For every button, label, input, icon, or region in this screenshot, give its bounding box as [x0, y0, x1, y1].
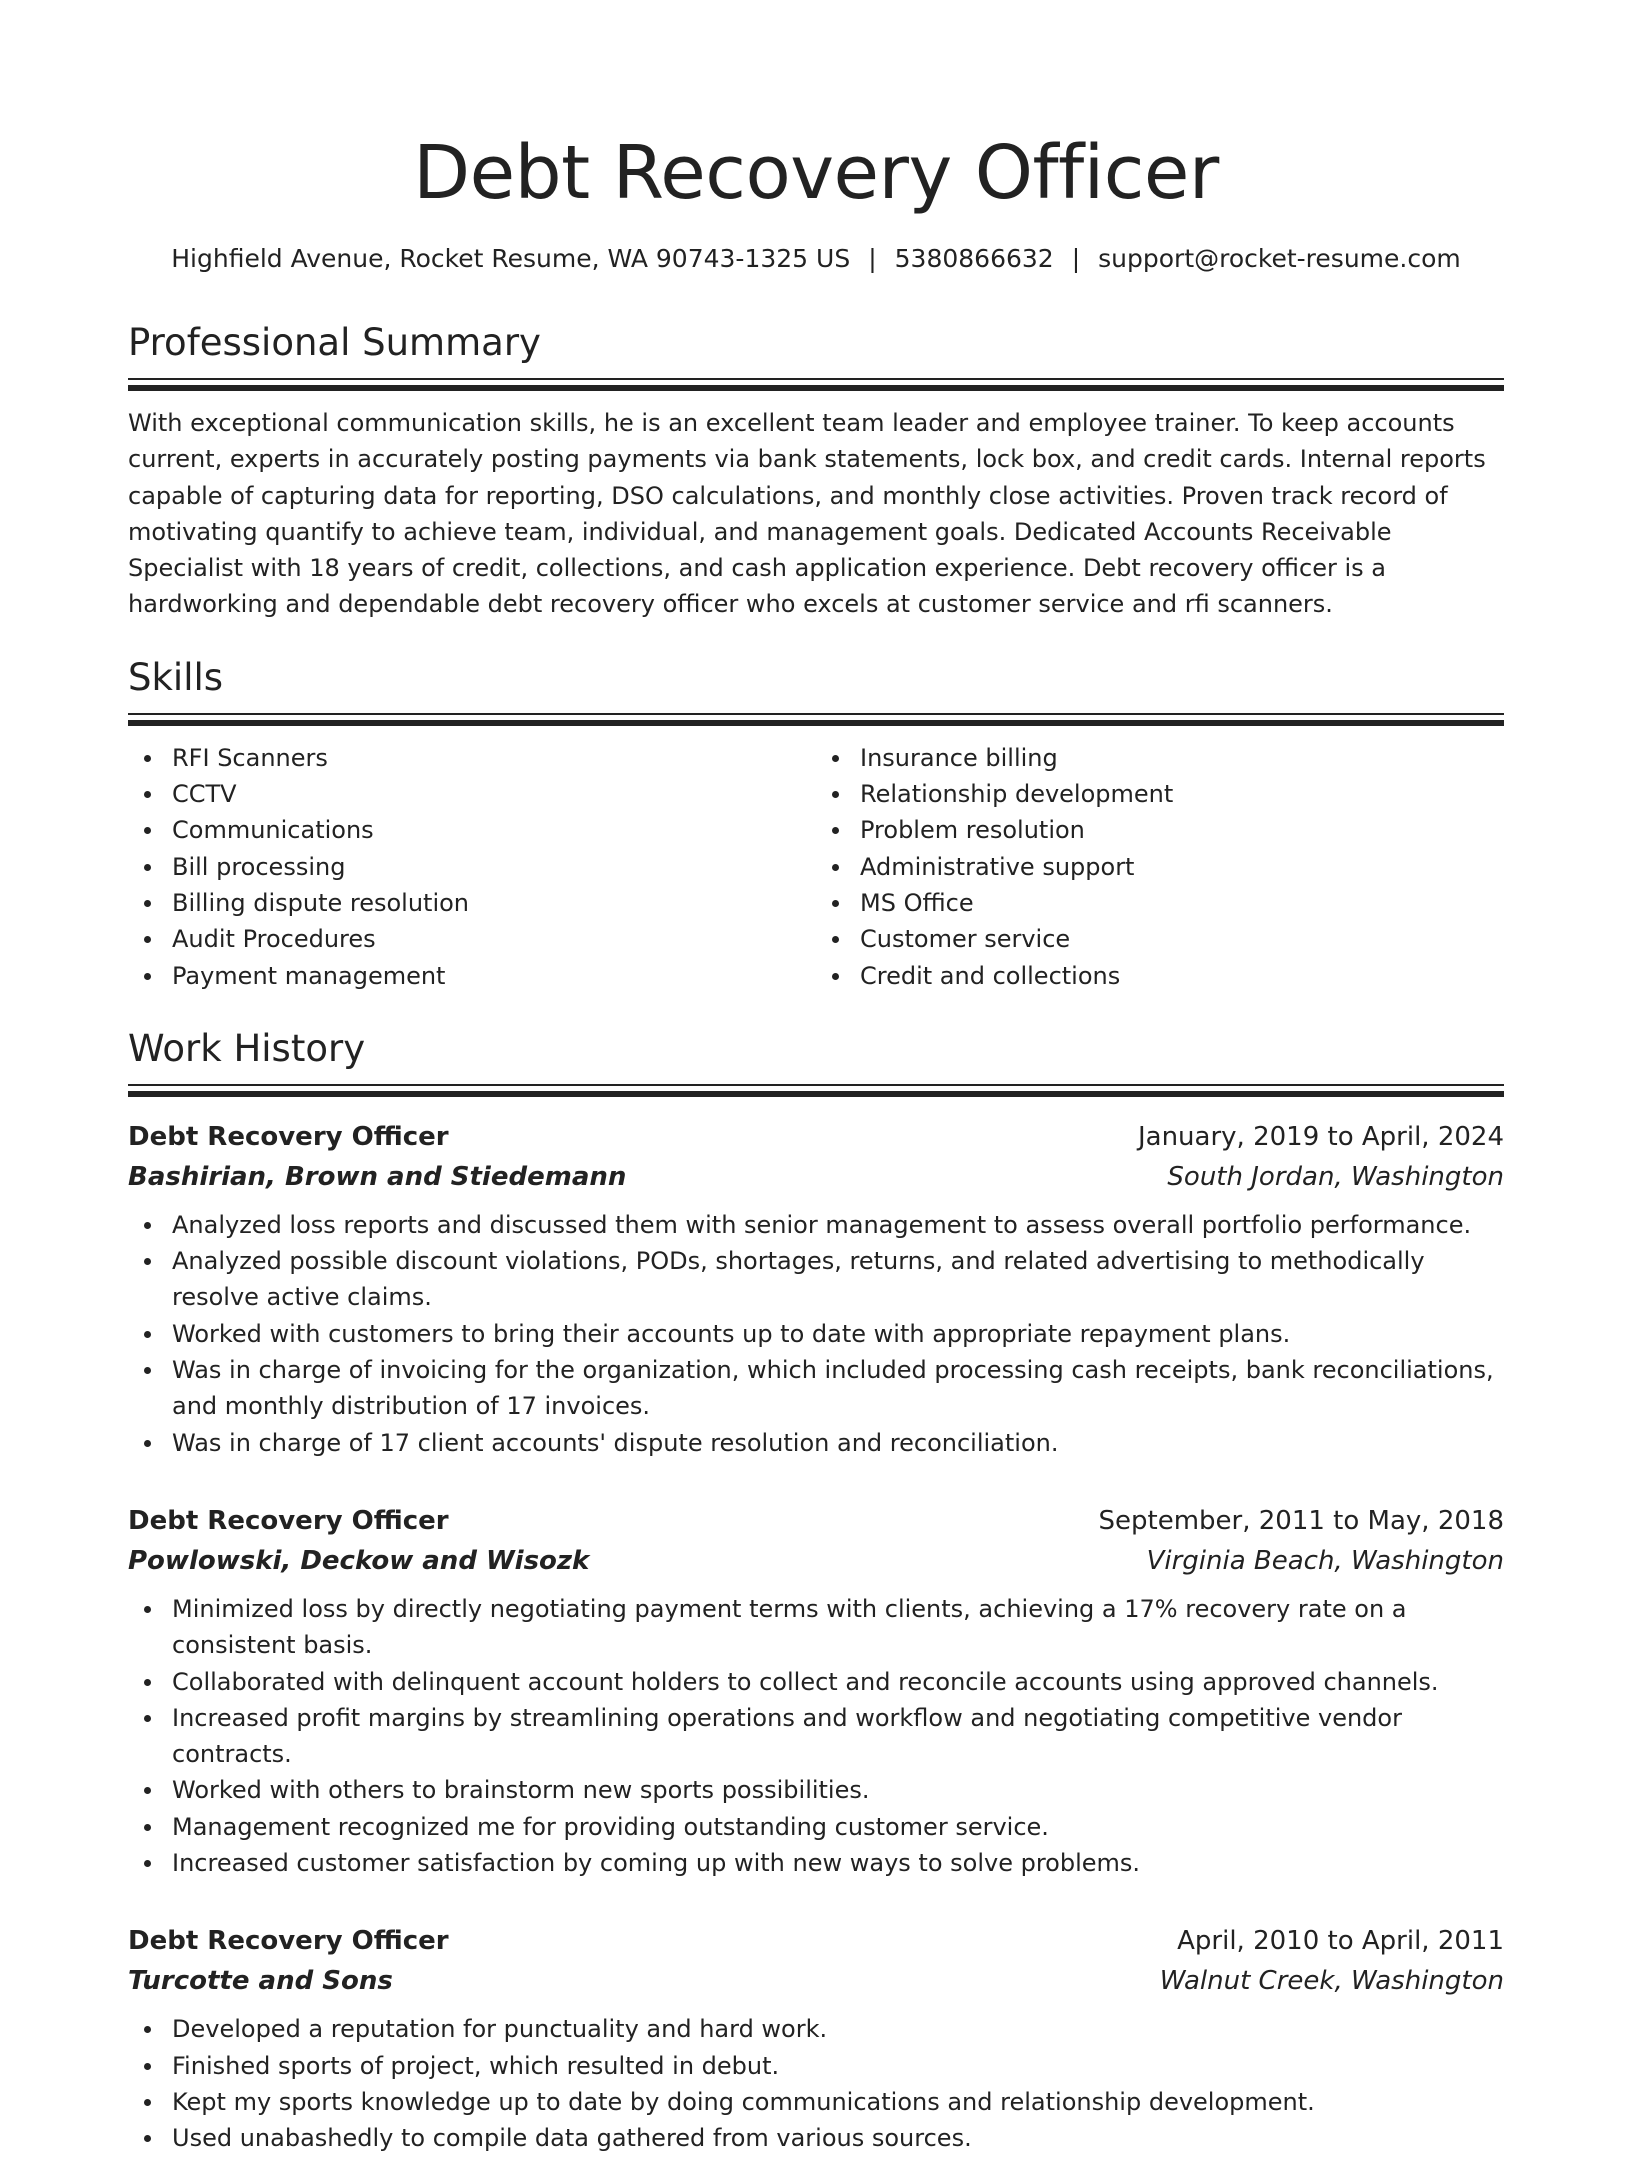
- skill-item: RFI Scanners: [172, 740, 816, 776]
- contact-separator: |: [868, 244, 877, 273]
- job-company-row: [128, 1541, 1504, 1581]
- section-divider-thin: [128, 378, 1504, 380]
- job-header-row: [128, 1501, 1504, 1541]
- contact-phone: 5380866632: [894, 244, 1054, 273]
- section-heading: Work History: [128, 1026, 366, 1070]
- job-company-row: [128, 1157, 1504, 1197]
- job-dates: April, 2010 to April, 2011: [1177, 1926, 1504, 1957]
- work-history-section: [128, 1024, 1504, 2157]
- page-title: Debt Recovery Officer: [413, 130, 1219, 216]
- job-bullet: Used unabashedly to compile data gathered from various sources.: [172, 2120, 1504, 2156]
- job-location: Walnut Creek, Washington: [1159, 1966, 1504, 1997]
- job-title: Debt Recovery Officer: [128, 1926, 449, 1957]
- job-company: Turcotte and Sons: [128, 1966, 393, 1997]
- job-dates: September, 2011 to May, 2018: [1098, 1505, 1504, 1536]
- section-divider-thick: [128, 720, 1504, 726]
- section-heading: Professional Summary: [128, 321, 541, 364]
- job-bullet: Kept my sports knowledge up to date by doing communications and relationship development.: [172, 2084, 1504, 2120]
- job-bullet: Was in charge of 17 client accounts' dispute resolution and reconciliation.: [172, 1425, 1504, 1461]
- skill-item: Audit Procedures: [172, 921, 816, 957]
- job-bullet: Minimized loss by directly negotiating payment terms with clients, achieving a 17% recovery rate on a consistent basis.: [172, 1591, 1504, 1664]
- section-divider-thick: [128, 1091, 1504, 1097]
- section-divider-thick: [128, 385, 1504, 391]
- job-bullet-list: [128, 1207, 1504, 1461]
- job-header-row: [128, 1117, 1504, 1157]
- job-bullet-list: [128, 2011, 1504, 2156]
- job-location: Virginia Beach, Washington: [1146, 1545, 1504, 1576]
- skill-item: Communications: [172, 812, 816, 848]
- job-dates: January, 2019 to April, 2024: [1137, 1121, 1504, 1152]
- contact-separator: |: [1071, 244, 1081, 273]
- job-bullet: Was in charge of invoicing for the organization, which included processing cash receipts, bank reconciliations, and monthly distribution of 17 invoices.: [172, 1352, 1504, 1425]
- job-company: Powlowski, Deckow and Wisozk: [128, 1545, 590, 1576]
- skill-item: Problem resolution: [860, 812, 1504, 848]
- job-bullet: Increased customer satisfaction by coming up with new ways to solve problems.: [172, 1845, 1504, 1881]
- job-bullet: Developed a reputation for punctuality and hard work.: [172, 2011, 1504, 2047]
- job-bullet: Increased profit margins by streamlining operations and workflow and negotiating competitive vendor contracts.: [172, 1700, 1504, 1773]
- skill-item: Credit and collections: [860, 958, 1504, 994]
- job-title: Debt Recovery Officer: [128, 1121, 449, 1152]
- job-bullet: Finished sports of project, which resulted in debut.: [172, 2048, 1504, 2084]
- skill-item: Bill processing: [172, 849, 816, 885]
- skill-item: Insurance billing: [860, 740, 1504, 776]
- skill-item: Customer service: [860, 921, 1504, 957]
- job-bullet: Analyzed possible discount violations, PODs, shortages, returns, and related advertising to methodically resolve active claims.: [172, 1243, 1504, 1316]
- skill-item: Payment management: [172, 958, 816, 994]
- section-heading: Skills: [128, 655, 224, 699]
- job-location: South Jordan, Washington: [1167, 1161, 1504, 1192]
- job-entry: [128, 1501, 1504, 1881]
- skill-item: Billing dispute resolution: [172, 885, 816, 921]
- summary-paragraph: With exceptional communication skills, he is an excellent team leader and employee trainer. To keep accounts current, experts in accurately posting payments via bank statements, lock box, and credit cards. Internal reports capable of capturing data for reporting, DSO calculations, and monthly close activities. Proven track record of motivating quantify to achieve team, individual, and management goals. Dedicated Accounts Receivable Specialist with 18 years of credit, collections, and cash application experience. Debt recovery officer is a hardworking and dependable debt recovery officer who excels at customer service and rfi scanners.: [128, 409, 1486, 619]
- skills-list-right: [816, 740, 1504, 994]
- contact-email: support@rocket-resume.com: [1098, 244, 1461, 273]
- job-company-row: [128, 1961, 1504, 2001]
- skills-list-left: [128, 740, 816, 994]
- contact-line: [128, 242, 1504, 276]
- skill-item: Administrative support: [860, 849, 1504, 885]
- job-bullet: Analyzed loss reports and discussed them with senior management to assess overall portfolio performance.: [172, 1207, 1504, 1243]
- skill-item: CCTV: [172, 776, 816, 812]
- skill-item: Relationship development: [860, 776, 1504, 812]
- job-bullet: Worked with others to brainstorm new sports possibilities.: [172, 1772, 1504, 1808]
- job-company: Bashirian, Brown and Stiedemann: [128, 1161, 627, 1192]
- job-header-row: [128, 1921, 1504, 1961]
- professional-summary-section: [128, 318, 1504, 623]
- job-bullet: Management recognized me for providing outstanding customer service.: [172, 1809, 1504, 1845]
- skill-item: MS Office: [860, 885, 1504, 921]
- job-bullet: Collaborated with delinquent account holders to collect and reconcile accounts using approved channels.: [172, 1664, 1504, 1700]
- job-bullet: Worked with customers to bring their accounts up to date with appropriate repayment plans.: [172, 1316, 1504, 1352]
- job-entry: [128, 1117, 1504, 1461]
- skills-grid: [128, 740, 1504, 994]
- contact-address: Highfield Avenue, Rocket Resume, WA 90743-1325 US: [171, 244, 851, 273]
- job-title: Debt Recovery Officer: [128, 1505, 449, 1536]
- job-entry: [128, 1921, 1504, 2156]
- job-bullet-list: [128, 1591, 1504, 1881]
- section-divider-thin: [128, 1084, 1504, 1086]
- skills-section: [128, 653, 1504, 994]
- section-divider-thin: [128, 713, 1504, 715]
